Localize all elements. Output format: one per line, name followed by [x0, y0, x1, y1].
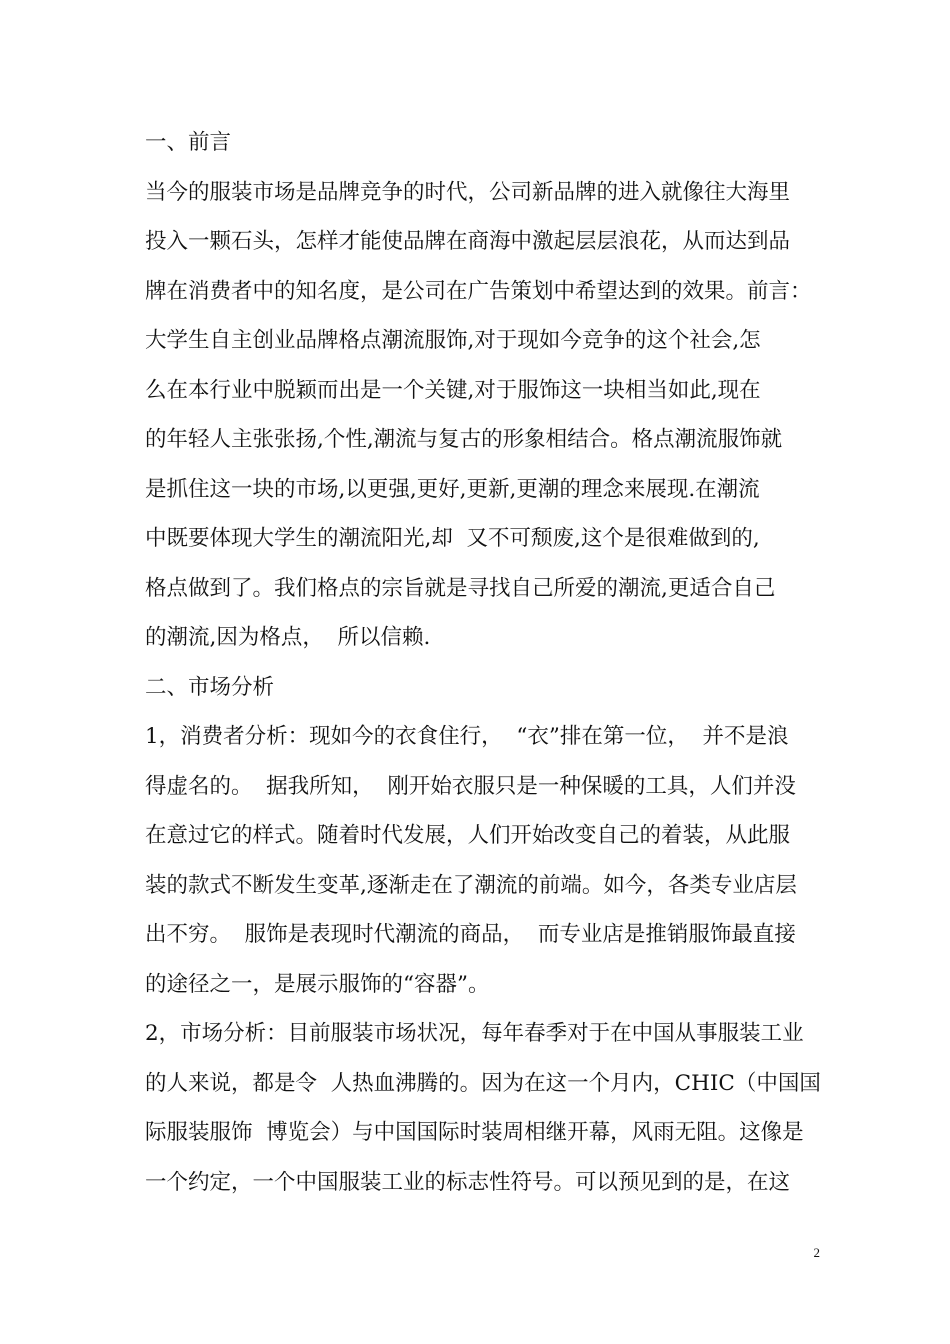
text-line: 大学生自主创业品牌格点潮流服饰,对于现如今竞争的这个社会,怎 — [145, 328, 761, 353]
text-line: 得虚名的。 据我所知， 刚开始衣服只是一种保暖的工具，人们并没 — [145, 773, 796, 799]
text-line: 在意过它的样式。随着时代发展，人们开始改变自己的着装，从此服 — [145, 823, 791, 848]
text-line: 的人来说，都是令 人热血沸腾的。因为在这一个月内，CHIC（中国国 — [145, 1070, 821, 1096]
text-line: 装的款式不断发生变革,逐渐走在了潮流的前端。如今，各类专业店层 — [145, 872, 797, 898]
section-heading-preface: 一、前言 — [145, 130, 232, 155]
body-text — [145, 118, 821, 1207]
text-line: 2，市场分析：目前服装市场状况，每年春季对于在中国从事服装工业 — [145, 1021, 804, 1046]
text-line: 1，消费者分析：现如今的衣食住行， “衣”排在第一位， 并不是浪 — [145, 724, 789, 749]
text-line: 际服装服饰 博览会）与中国国际时装周相继开幕，风雨无阻。这像是 — [145, 1120, 804, 1145]
text-line: 一个约定，一个中国服装工业的标志性符号。可以预见到的是，在这 — [145, 1169, 791, 1195]
text-line: 牌在消费者中的知名度，是公司在广告策划中希望达到的效果。前言： — [145, 278, 812, 304]
page-number: 2 — [813, 1245, 820, 1260]
text-line: 出不穷。 服饰是表现时代潮流的商品， 而专业店是推销服饰最直接 — [145, 922, 796, 947]
text-line: 的年轻人主张张扬,个性,潮流与复古的形象相结合。格点潮流服饰就 — [145, 427, 783, 452]
text-line: 投入一颗石头，怎样才能使品牌在商海中激起层层浪花，从而达到品 — [145, 229, 791, 254]
text-line: 格点做到了。我们格点的宗旨就是寻找自己所爱的潮流,更适合自己 — [145, 575, 776, 601]
text-line: 是抓住这一块的市场,以更强,更好,更新,更潮的理念来展现.在潮流 — [145, 476, 760, 502]
text-line: 的潮流,因为格点， 所以信赖. — [145, 625, 431, 650]
text-line: 中既要体现大学生的潮流阳光,却 又不可颓废,这个是很难做到的, — [145, 526, 760, 551]
text-line: 当今的服装市场是品牌竞争的时代，公司新品牌的进入就像往大海里 — [145, 179, 791, 205]
text-line: 么在本行业中脱颖而出是一个关键,对于服饰这一块相当如此,现在 — [145, 377, 761, 403]
text-line: 的途径之一，是展示服饰的“容器”。 — [145, 971, 490, 997]
section-heading-market-analysis: 二、市场分析 — [145, 674, 275, 700]
